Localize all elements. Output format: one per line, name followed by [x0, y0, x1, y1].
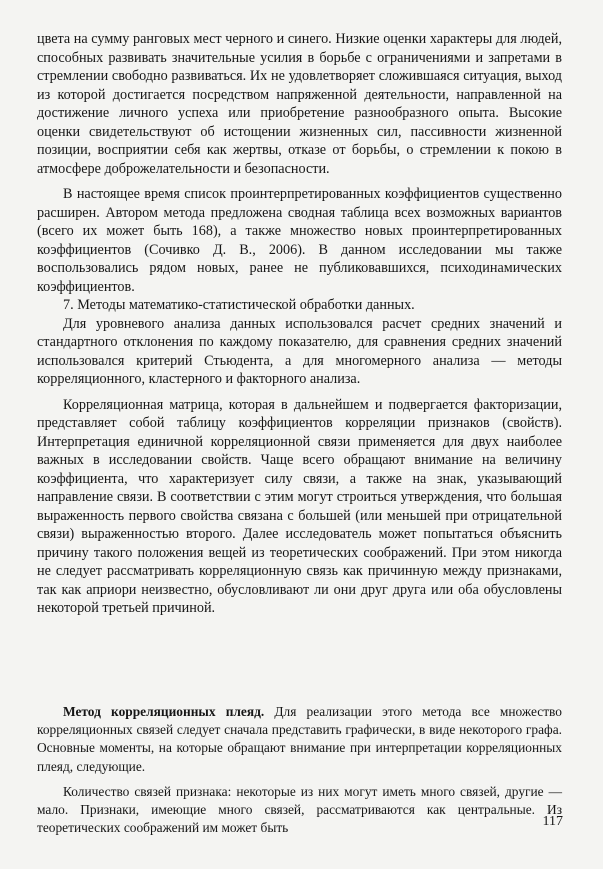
paragraph-6-bold-lead: Метод корреляционных плеяд. — [63, 704, 265, 719]
text-block-1 — [37, 30, 562, 618]
paragraph-6 — [37, 703, 562, 776]
paragraph-7: Количество связей признака: некоторые из них могут иметь много связей, другие — мало. Признаки, имеющие много связей, рассматриваются как центральные. Из теоретических соображений им может быть — [37, 783, 562, 836]
paragraph-4: Для уровневого анализа данных использовался расчет средних значений и стандартного отклонения по каждому показателю, для сравнения средних значений использовался критерий Стьюдента, а для многомерного анализа — методы корреляционного, кластерного и факторного анализа. — [37, 315, 562, 387]
paragraph-6-body: Для реализации этого метода все множество корреляционных связей следует сначала представить графически, в виде некоторого графа. Основные моменты, на которые обращают внимание при интерпретации корреляционных плеяд, следующие. — [37, 704, 562, 774]
paragraph-3-heading: 7. Методы математико-статистической обработки данных. — [63, 297, 415, 313]
page-number: 117 — [542, 814, 563, 829]
text-block-2 — [37, 703, 562, 837]
paragraph-2: В настоящее время список проинтерпретированных коэффициентов существенно расширен. Автором метода предложена сводная таблица всех возможных вариантов (всего их может быть 168), а также множество новых проинтерпретированных коэффициентов (Сочивко Д. В., 2006). В данном исследовании мы также воспользовались рядом новых, ранее не публиковавшихся, психодинамических коэффициентов. — [37, 186, 562, 295]
paragraph-1: цвета на сумму ранговых мест черного и синего. Низкие оценки характеры для людей, способных развивать значительные усилия в борьбе с ограничениями и запретами в стремлении свободно развиваться. Их не удовлетворяет сложившаяся ситуация, выход из которой достигается посредством напряженной деятельности, направленной на достижение личного успеха или приобретение разнообразного опыта. Высокие оценки свидетельствуют об истощении жизненных сил, пассивности жизненной позиции, восприятии себя как жертвы, отказе от борьбы, о стремлении к покою в атмосфере доброжелательности и безопасности. — [37, 31, 562, 177]
paragraph-5: Корреляционная матрица, которая в дальнейшем и подвергается факторизации, представляет собой таблицу коэффициентов корреляции признаков (свойств). Интерпретация единичной корреляционной связи применяется для двух наиболее важных в исследовании свойств. Чаще всего обращают внимание на величину коэффициента, что характеризует силу связи, а также на знак, указывающий направление связи. В соответствии с этим могут строиться утверждения, что большая выраженность первого свойства связана с большей (или меньшей при отрицательной связи) выраженностью второго. Далее исследователь может попытаться объяснить причину такого положения вещей из теоретических соображений. При этом никогда не следует рассматривать корреляционную связь как причинную между признаками, так как априори неизвестно, обусловливают ли они друг друга или оба обусловлены некоторой третьей причиной. — [37, 396, 562, 616]
